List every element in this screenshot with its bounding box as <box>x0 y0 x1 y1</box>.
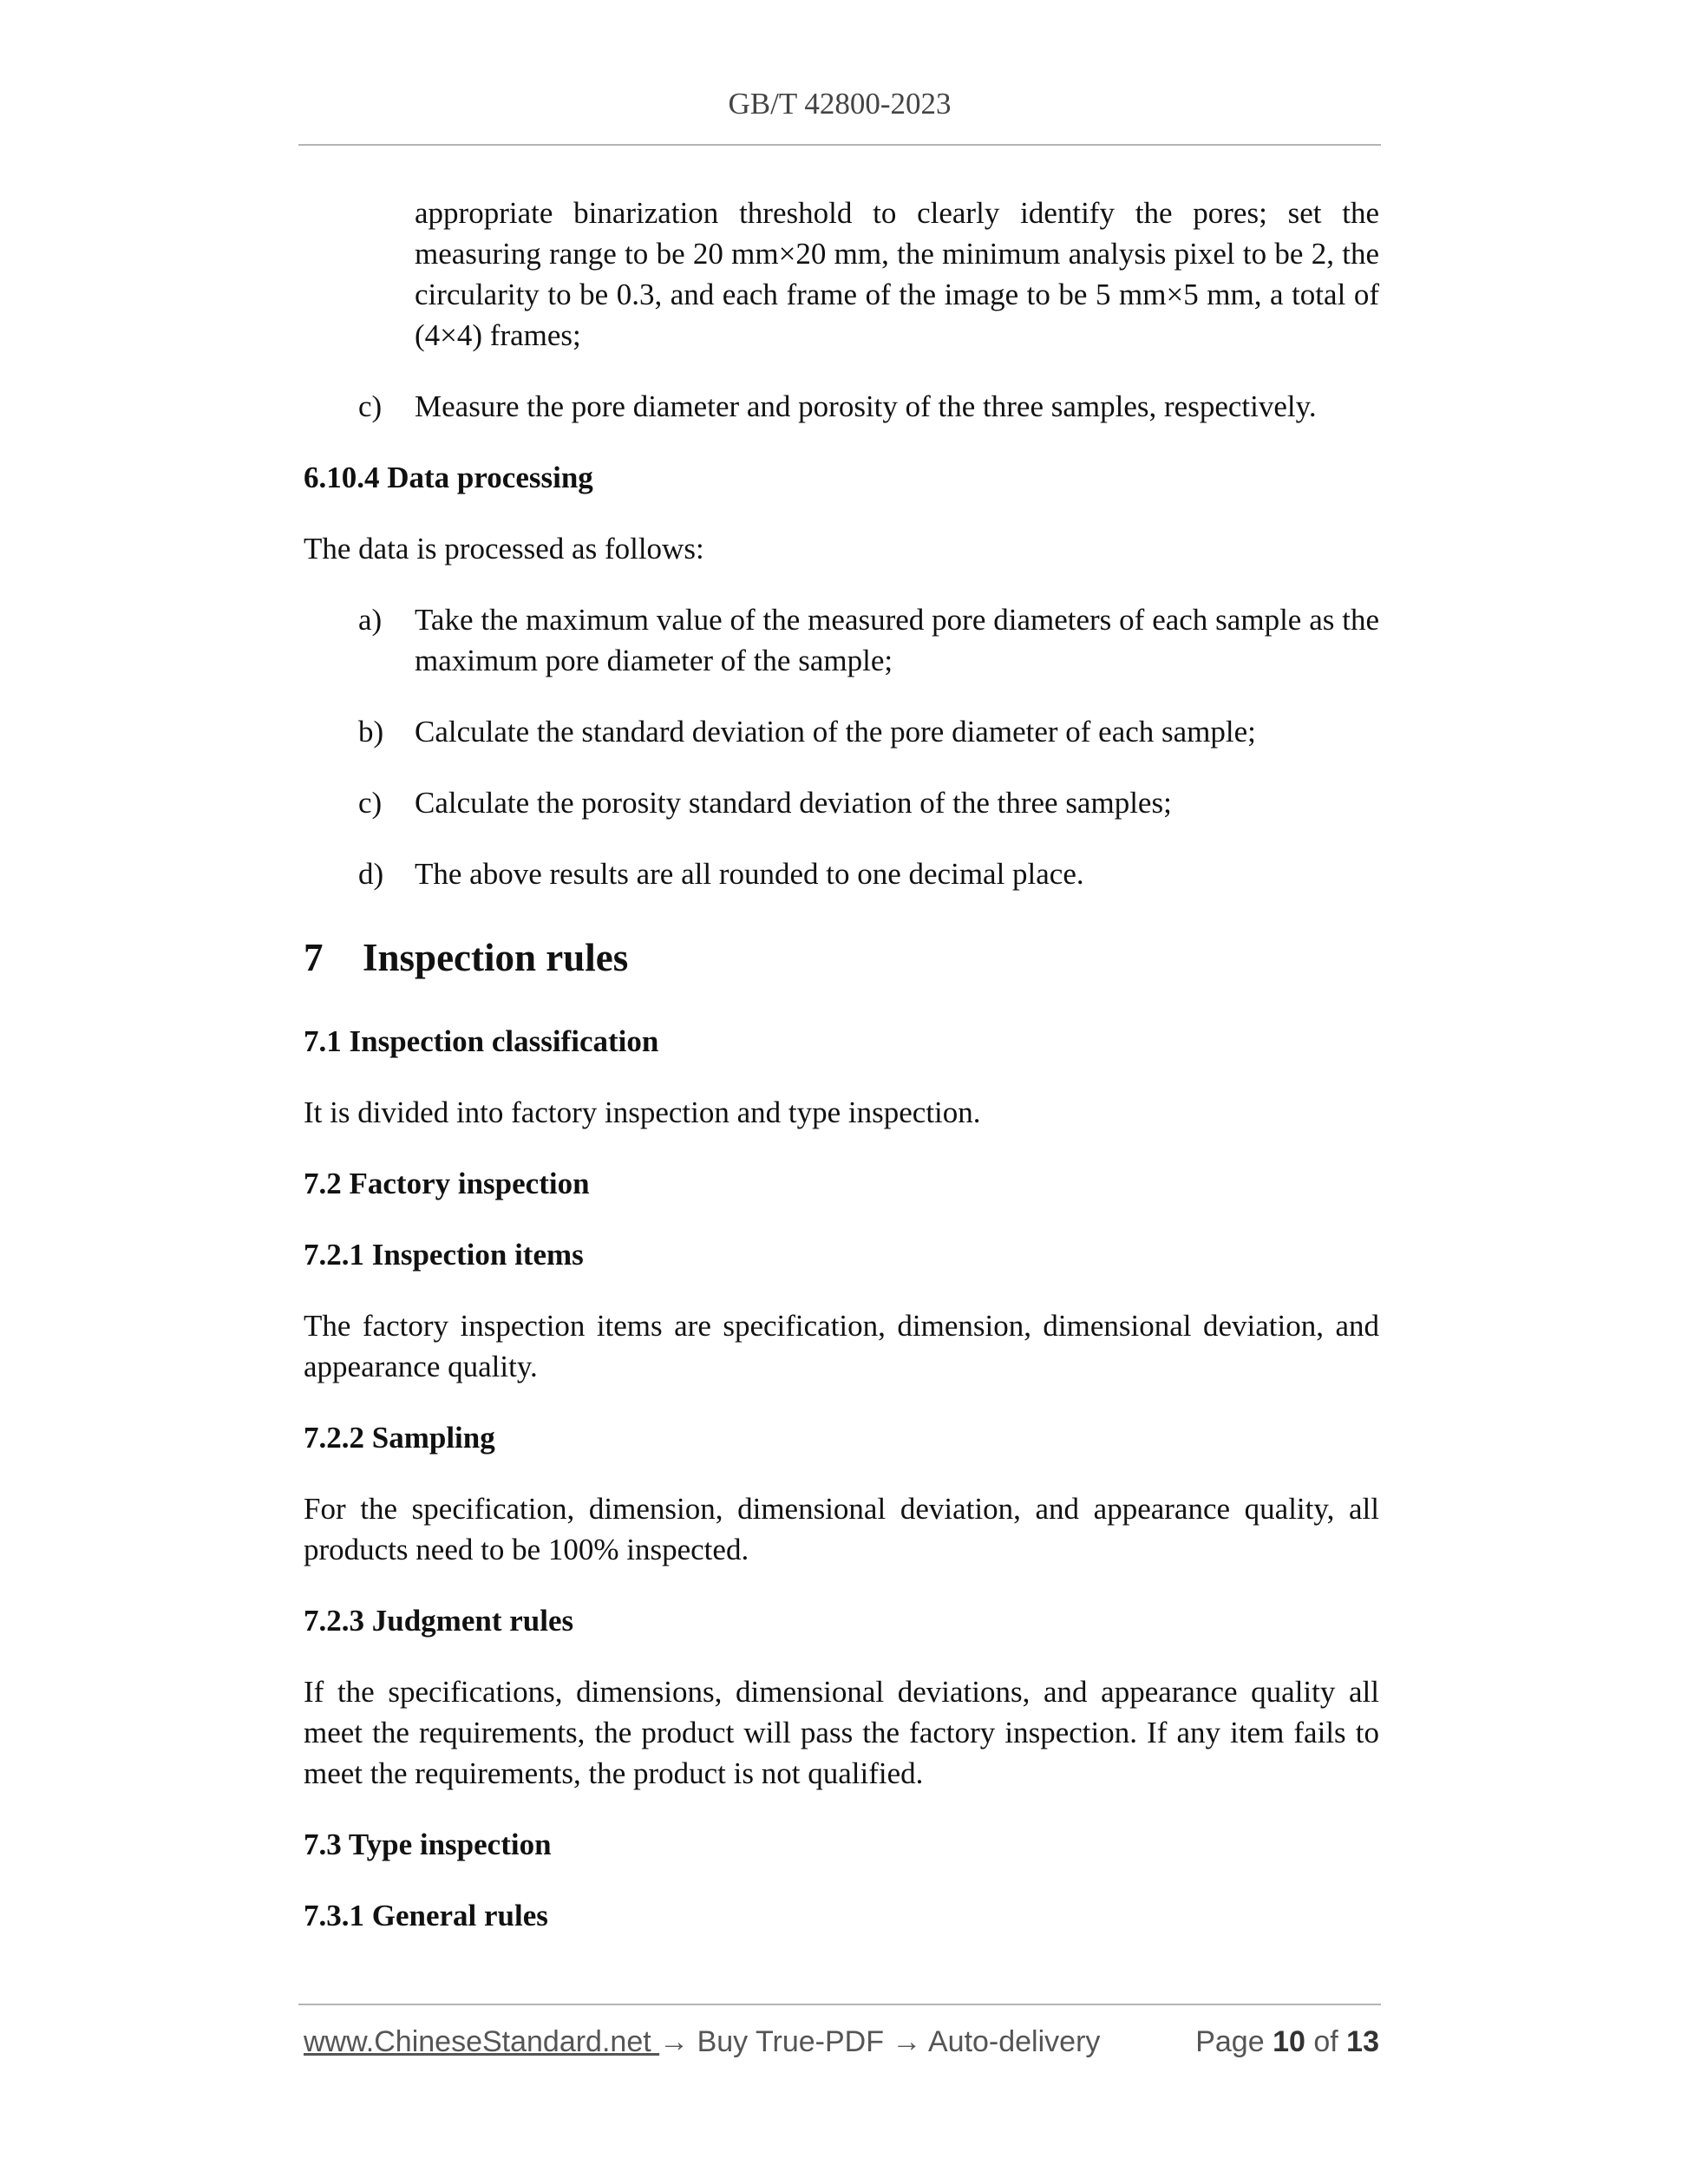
header-divider <box>298 144 1381 146</box>
list-item-text: The above results are all rounded to one decimal place. <box>415 857 1084 891</box>
list-item-text: Measure the pore diameter and porosity of the three samples, respectively. <box>415 389 1317 423</box>
list-item-label: a) <box>358 603 383 637</box>
footer-promo <box>304 2025 1100 2059</box>
list-item <box>304 782 1379 823</box>
document-body <box>304 193 1379 1936</box>
of-word: of <box>1313 2025 1338 2058</box>
section-title: Inspection rules <box>363 936 629 979</box>
heading-7-2-1: 7.2.1 Inspection items <box>304 1238 584 1272</box>
heading-7-2: 7.2 Factory inspection <box>304 1167 590 1200</box>
paragraph-7-1: It is divided into factory inspection and type inspection. <box>304 1095 981 1129</box>
section-number: 7 <box>304 936 324 979</box>
list-item <box>304 386 1379 427</box>
total-page-count: 13 <box>1346 2025 1379 2058</box>
page-word: Page <box>1195 2025 1265 2058</box>
current-page-number: 10 <box>1273 2025 1305 2058</box>
footer-buy-text: → Buy True-PDF → Auto-delivery <box>659 2025 1101 2058</box>
list-item <box>304 853 1379 894</box>
list-item-text: Calculate the standard deviation of the pore diameter of each sample; <box>415 715 1256 749</box>
heading-7-1: 7.1 Inspection classification <box>304 1024 659 1058</box>
list-item-label: c) <box>358 786 383 820</box>
list-item-label: b) <box>358 715 384 749</box>
footer-divider <box>298 2004 1381 2005</box>
heading-7-2-3: 7.2.3 Judgment rules <box>304 1604 574 1638</box>
paragraph-7-2-3: If the specifications, dimensions, dimensional deviations, and appearance quality all meet the requirements, the product will pass the factory inspection. If any item fails to meet the requirements, the product is not qualified. <box>304 1675 1379 1790</box>
section-7-heading <box>304 933 1379 982</box>
list-item-label: d) <box>358 857 384 891</box>
continued-paragraph: appropriate binarization threshold to clearly identify the pores; set the measuring range to be 20 mm×20 mm, the minimum analysis pixel to be 2, the circularity to be 0.3, and each frame of the image to be 5 mm×5 mm, a total of (4×4) frames; <box>415 196 1379 352</box>
paragraph-7-2-2: For the specification, dimension, dimensional deviation, and appearance quality, all products need to be 100% inspected. <box>304 1492 1379 1566</box>
heading-7-2-2: 7.2.2 Sampling <box>304 1421 495 1455</box>
document-footer <box>304 2025 1379 2067</box>
list-item-text: Take the maximum value of the measured pore diameters of each sample as the maximum pore diameter of the sample; <box>415 603 1379 677</box>
list-item <box>304 711 1379 752</box>
data-intro-paragraph: The data is processed as follows: <box>304 532 704 566</box>
page-indicator <box>1195 2025 1379 2059</box>
paragraph-7-2-1: The factory inspection items are specification, dimension, dimensional deviation, and appearance quality. <box>304 1309 1379 1383</box>
heading-6-10-4: 6.10.4 Data processing <box>304 461 593 494</box>
list-item-text: Calculate the porosity standard deviation of the three samples; <box>415 786 1172 820</box>
site-link[interactable]: www.ChineseStandard.net <box>304 2025 660 2058</box>
heading-7-3-1: 7.3.1 General rules <box>304 1899 548 1932</box>
list-item <box>304 599 1379 681</box>
heading-7-3: 7.3 Type inspection <box>304 1828 552 1861</box>
list-item-label: c) <box>358 389 383 423</box>
document-header: GB/T 42800-2023 <box>728 87 952 121</box>
